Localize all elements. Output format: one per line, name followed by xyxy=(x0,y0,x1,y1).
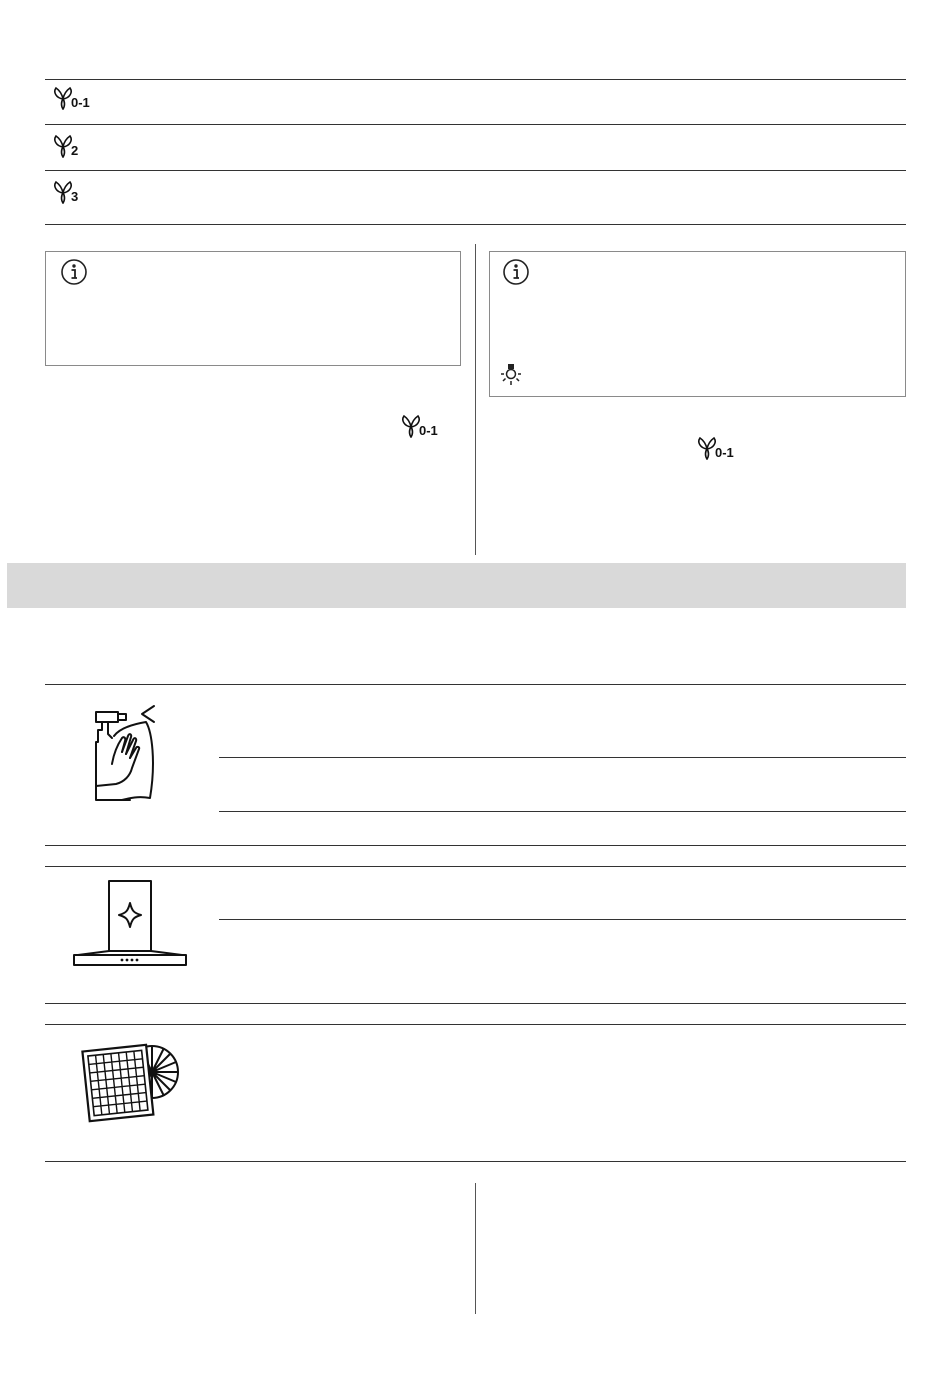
speed-label: 2 xyxy=(71,143,79,158)
info-icon xyxy=(60,258,88,286)
section-header-band xyxy=(7,563,906,608)
spray-cleaning-icon xyxy=(88,702,168,804)
right-note-box xyxy=(489,251,906,397)
left-inline-fan xyxy=(400,414,438,438)
column-divider xyxy=(475,244,476,555)
maintenance-table-rule xyxy=(45,1024,906,1025)
maintenance-sub-rule xyxy=(219,919,906,920)
maintenance-sub-rule xyxy=(219,757,906,758)
speed-table-rule xyxy=(45,170,906,171)
speed-row-0-1 xyxy=(52,86,90,110)
speed-row-2 xyxy=(52,134,78,158)
left-note-box xyxy=(45,251,461,366)
maintenance-table-bottom-rule xyxy=(45,1161,906,1162)
maintenance-table-rule xyxy=(45,1003,906,1004)
speed-label: 0-1 xyxy=(715,445,734,460)
hood-clean-icon xyxy=(72,879,188,969)
lamp-icon xyxy=(498,362,524,388)
speed-label: 3 xyxy=(71,189,79,204)
speed-row-3 xyxy=(52,180,78,204)
column-divider xyxy=(475,1183,476,1314)
maintenance-table-rule xyxy=(45,845,906,846)
speed-table-rule xyxy=(45,124,906,125)
speed-table-top-rule xyxy=(45,79,906,80)
maintenance-sub-rule xyxy=(219,811,906,812)
info-icon xyxy=(502,258,530,286)
speed-label: 0-1 xyxy=(419,423,438,438)
filter-icon xyxy=(78,1034,184,1126)
maintenance-table-top-rule xyxy=(45,684,906,685)
maintenance-table-rule xyxy=(45,866,906,867)
right-inline-fan xyxy=(696,436,734,460)
speed-table-bottom-rule xyxy=(45,224,906,225)
speed-label: 0-1 xyxy=(71,95,90,110)
